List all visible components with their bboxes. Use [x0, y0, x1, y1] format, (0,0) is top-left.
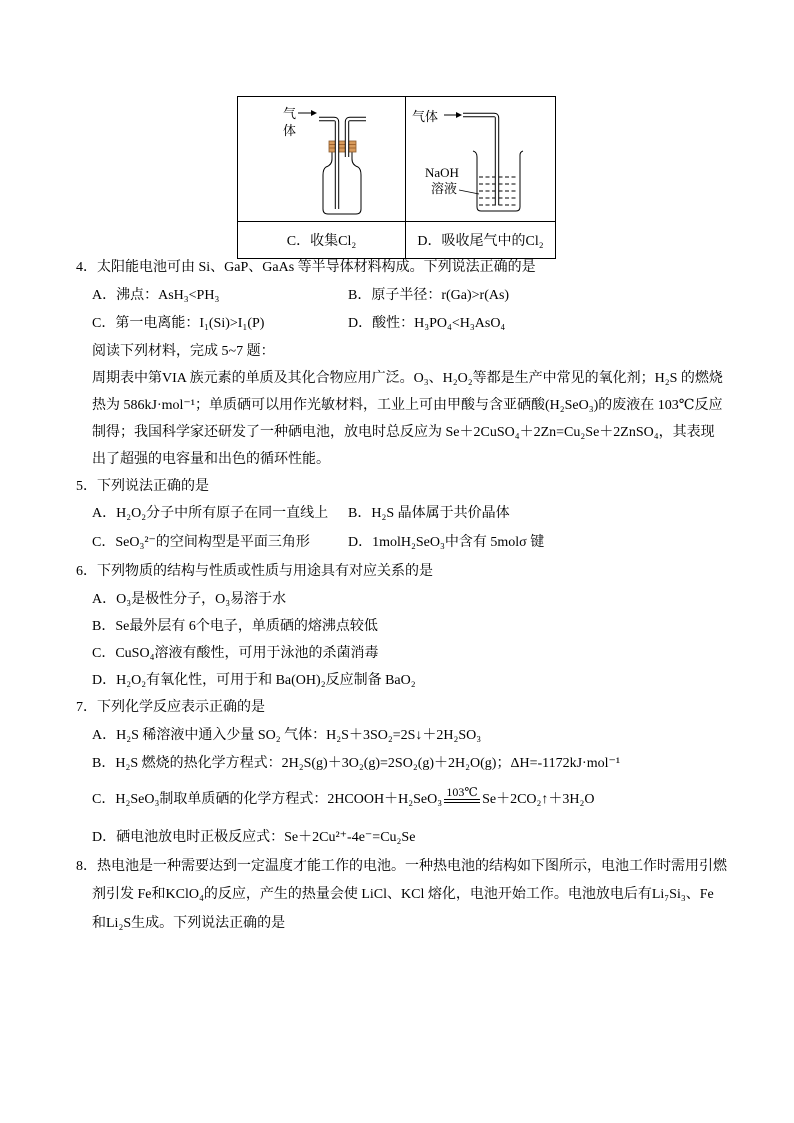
q5-stem: 5．下列说法正确的是	[76, 479, 209, 494]
q4-option-d: D．酸性：H₃PO₄<H₃AsO₄	[348, 316, 506, 331]
q6-option-c: C．CuSO₄溶液有酸性，可用于泳池的杀菌消毒	[92, 646, 379, 661]
q7-option-c	[92, 780, 595, 809]
gas-label-char-1: 气	[283, 106, 297, 121]
q7-option-c-reactants: C．H₂SeO₃制取单质硒的化学方程式：2HCOOH＋H₂SeO₃	[92, 792, 443, 807]
bottle-outline	[323, 151, 361, 214]
gas-collection-bottle-diagram	[238, 97, 405, 221]
gas-label-char-2: 体	[283, 123, 297, 138]
solution-label-line-1: NaOH	[425, 165, 459, 180]
q7-option-a: A．H₂S 稀溶液中通入少量 SO₂ 气体：H₂S＋3SO₂=2S↓＋2H₂SO₃	[92, 728, 482, 743]
q4-stem: 4．太阳能电池可由 Si、GaP、GaAs 等半导体材料构成。下列说法正确的是	[76, 260, 536, 275]
gas-inflow-arrow	[298, 110, 317, 116]
reaction-condition	[444, 786, 480, 803]
naoh-absorption-diagram	[406, 97, 555, 221]
bottle-stopper	[329, 141, 356, 152]
reading-line: 周期表中第VIA 族元素的单质及其化合物应用广泛。O₃、H₂O₂等都是生产中常见的氧化剂；H₂S 的燃烧	[92, 371, 723, 386]
cell-c-diagram	[238, 97, 406, 222]
q4-option-b: B．原子半径：r(Ga)>r(As)	[348, 288, 510, 303]
solution-label-line-2: 溶液	[431, 181, 458, 196]
q4-option-a: A．沸点：AsH₃<PH₃	[92, 288, 220, 303]
reading-line: 制得；我国科学家还研发了一种硒电池，放电时总反应为 Se＋2CuSO₄＋2Zn=Cu₂Se＋2ZnSO₄，其表现	[92, 425, 715, 440]
q7-option-c-products: Se＋2CO₂↑＋3H₂O	[482, 792, 595, 807]
gas-inflow-arrow	[444, 112, 462, 118]
q5-option-d: D．1molH₂SeO₃中含有 5molσ 键	[348, 535, 545, 550]
gas-label: 气体	[412, 109, 439, 124]
q5-option-b: B．H₂S 晶体属于共价晶体	[348, 506, 510, 521]
q6-option-b: B．Se最外层有 6个电子，单质硒的熔沸点较低	[92, 619, 378, 634]
long-inlet-tube	[319, 119, 337, 209]
q6-option-a: A．O₃是极性分子，O₃易溶于水	[92, 592, 287, 607]
q4-option-c: C．第一电离能：I₁(Si)>I₁(P)	[92, 316, 265, 331]
q7-option-d: D．硒电池放电时正极反应式：Se＋2Cu²⁺-4e⁻=Cu₂Se	[92, 830, 416, 845]
q7-stem: 7．下列化学反应表示正确的是	[76, 700, 265, 715]
q5-option-a: A．H₂O₂分子中所有原子在同一直线上	[92, 506, 329, 521]
cell-d-diagram	[406, 97, 555, 222]
q6-stem: 6．下列物质的结构与性质或性质与用途具有对应关系的是	[76, 564, 433, 579]
q8-stem-line: 和Li₂S生成。下列说法正确的是	[92, 916, 286, 931]
reaction-condition-text: 103℃	[446, 785, 478, 799]
q5-option-c: C．SeO₃²⁻的空间构型是平面三角形	[92, 535, 310, 550]
reading-line: 热为 586kJ·mol⁻¹；单质硒可以用作光敏材料，工业上可由甲酸与含亚硒酸(H₂SeO₃)的废液在 103℃反应	[92, 398, 723, 413]
q7-option-b: B．H₂S 燃烧的热化学方程式：2H₂S(g)＋3O₂(g)=2SO₂(g)＋2H₂O(g)；ΔH=-1172kJ·mol⁻¹	[92, 756, 621, 771]
solution-leader-line	[459, 190, 479, 194]
q6-option-d: D．H₂O₂有氧化性，可用于和 Ba(OH)₂反应制备 BaO₂	[92, 673, 416, 688]
q8-stem-line: 8．热电池是一种需要达到一定温度才能工作的电池。一种热电池的结构如下图所示，电池工作时需用引燃	[76, 859, 727, 874]
apparatus-figure-table	[237, 96, 556, 259]
q8-stem-line: 剂引发 Fe和KClO₄的反应，产生的热量会使 LiCl、KCl 熔化，电池开始工作。电池放电后有Li₇Si₃、Fe	[92, 887, 714, 902]
caption-c: C．收集Cl₂	[238, 222, 406, 258]
reaction-equals-sign	[444, 799, 480, 803]
reading-intro: 阅读下列材料，完成 5~7 题：	[92, 344, 275, 359]
reading-line: 出了超强的电容量和出色的循环性能。	[92, 452, 330, 467]
caption-d: D．吸收尾气中的Cl₂	[417, 234, 544, 249]
